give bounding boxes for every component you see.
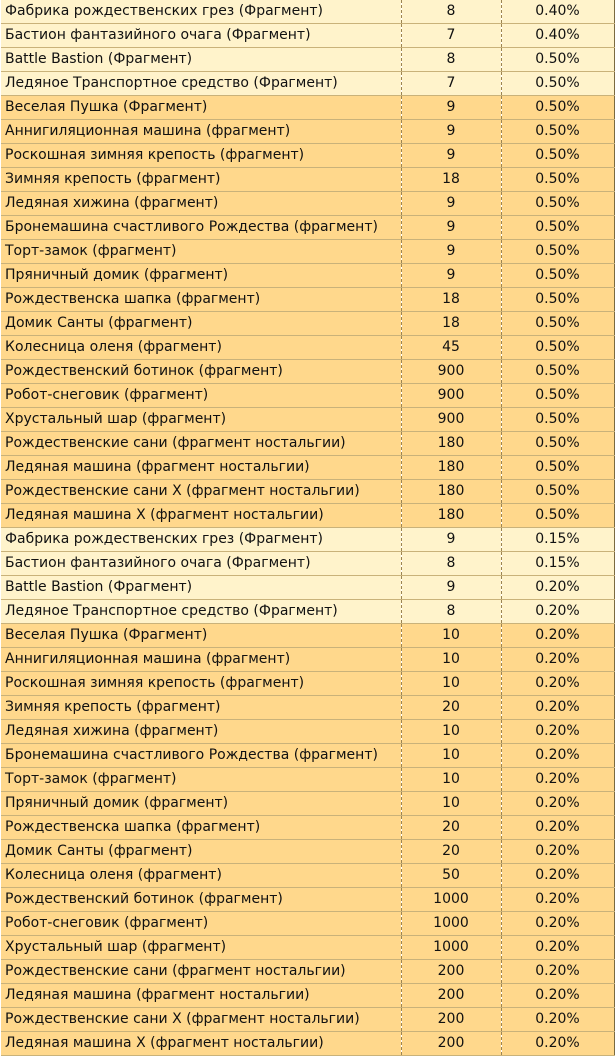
probability-cell: 0.15% [501, 528, 614, 552]
item-name-cell: Battle Bastion (Фрагмент) [1, 48, 401, 72]
probability-cell: 0.50% [501, 72, 614, 96]
item-name-cell: Аннигиляционная машина (фрагмент) [1, 120, 401, 144]
probability-cell: 0.50% [501, 384, 614, 408]
table-row [1, 384, 614, 408]
table-row [1, 168, 614, 192]
probability-cell: 0.50% [501, 336, 614, 360]
table-row [1, 456, 614, 480]
quantity-cell: 20 [401, 816, 501, 840]
table-row [1, 48, 614, 72]
item-name-cell: Ледяная хижина (фрагмент) [1, 192, 401, 216]
quantity-cell: 18 [401, 168, 501, 192]
drop-rate-table [1, 0, 615, 1056]
table-row [1, 336, 614, 360]
item-name-cell: Роскошная зимняя крепость (фрагмент) [1, 672, 401, 696]
table-row [1, 672, 614, 696]
table-row [1, 648, 614, 672]
probability-cell: 0.50% [501, 408, 614, 432]
quantity-cell: 200 [401, 984, 501, 1008]
item-name-cell: Рождественска шапка (фрагмент) [1, 288, 401, 312]
quantity-cell: 9 [401, 576, 501, 600]
table-row [1, 576, 614, 600]
quantity-cell: 18 [401, 288, 501, 312]
quantity-cell: 10 [401, 624, 501, 648]
item-name-cell: Ледяная машина (фрагмент ностальгии) [1, 456, 401, 480]
probability-cell: 0.20% [501, 672, 614, 696]
item-name-cell: Ледяное Транспортное средство (Фрагмент) [1, 72, 401, 96]
table-row [1, 816, 614, 840]
item-name-cell: Робот-снеговик (фрагмент) [1, 912, 401, 936]
item-name-cell: Пряничный домик (фрагмент) [1, 264, 401, 288]
table-row [1, 984, 614, 1008]
item-name-cell: Веселая Пушка (Фрагмент) [1, 624, 401, 648]
probability-cell: 0.50% [501, 360, 614, 384]
probability-cell: 0.50% [501, 120, 614, 144]
quantity-cell: 1000 [401, 888, 501, 912]
quantity-cell: 900 [401, 384, 501, 408]
item-name-cell: Ледяная машина X (фрагмент ностальгии) [1, 1032, 401, 1056]
quantity-cell: 50 [401, 864, 501, 888]
probability-cell: 0.40% [501, 24, 614, 48]
item-name-cell: Бронемашина счастливого Рождества (фрагмент) [1, 216, 401, 240]
table-row [1, 600, 614, 624]
probability-cell: 0.20% [501, 936, 614, 960]
table-row [1, 0, 614, 24]
quantity-cell: 180 [401, 504, 501, 528]
probability-cell: 0.20% [501, 648, 614, 672]
probability-cell: 0.50% [501, 96, 614, 120]
quantity-cell: 9 [401, 144, 501, 168]
probability-cell: 0.20% [501, 792, 614, 816]
quantity-cell: 200 [401, 960, 501, 984]
item-name-cell: Хрустальный шар (фрагмент) [1, 936, 401, 960]
probability-cell: 0.50% [501, 312, 614, 336]
quantity-cell: 9 [401, 192, 501, 216]
item-name-cell: Фабрика рождественских грез (Фрагмент) [1, 528, 401, 552]
table-row [1, 24, 614, 48]
quantity-cell: 9 [401, 528, 501, 552]
item-name-cell: Торт-замок (фрагмент) [1, 768, 401, 792]
table-body [1, 0, 614, 1056]
item-name-cell: Рождественские сани X (фрагмент ностальгии) [1, 1008, 401, 1032]
probability-cell: 0.15% [501, 552, 614, 576]
probability-cell: 0.50% [501, 216, 614, 240]
probability-cell: 0.50% [501, 144, 614, 168]
probability-cell: 0.20% [501, 720, 614, 744]
item-name-cell: Колесница оленя (фрагмент) [1, 864, 401, 888]
table-row [1, 1008, 614, 1032]
item-name-cell: Зимняя крепость (фрагмент) [1, 696, 401, 720]
quantity-cell: 180 [401, 480, 501, 504]
probability-cell: 0.50% [501, 288, 614, 312]
item-name-cell: Battle Bastion (Фрагмент) [1, 576, 401, 600]
quantity-cell: 10 [401, 720, 501, 744]
probability-cell: 0.50% [501, 48, 614, 72]
probability-cell: 0.20% [501, 840, 614, 864]
probability-cell: 0.20% [501, 600, 614, 624]
table-row [1, 888, 614, 912]
table-row [1, 480, 614, 504]
table-row [1, 768, 614, 792]
probability-cell: 0.50% [501, 168, 614, 192]
table-row [1, 936, 614, 960]
probability-cell: 0.50% [501, 240, 614, 264]
quantity-cell: 20 [401, 840, 501, 864]
table-row [1, 312, 614, 336]
probability-cell: 0.50% [501, 504, 614, 528]
table-row [1, 744, 614, 768]
table-row [1, 864, 614, 888]
item-name-cell: Домик Санты (фрагмент) [1, 840, 401, 864]
item-name-cell: Рождественские сани (фрагмент ностальгии) [1, 960, 401, 984]
quantity-cell: 1000 [401, 936, 501, 960]
item-name-cell: Ледяная машина X (фрагмент ностальгии) [1, 504, 401, 528]
table-row [1, 720, 614, 744]
quantity-cell: 9 [401, 240, 501, 264]
quantity-cell: 10 [401, 792, 501, 816]
table-row [1, 360, 614, 384]
quantity-cell: 900 [401, 360, 501, 384]
item-name-cell: Домик Санты (фрагмент) [1, 312, 401, 336]
table-row [1, 912, 614, 936]
quantity-cell: 200 [401, 1008, 501, 1032]
probability-cell: 0.20% [501, 960, 614, 984]
probability-cell: 0.20% [501, 576, 614, 600]
item-name-cell: Колесница оленя (фрагмент) [1, 336, 401, 360]
probability-cell: 0.20% [501, 744, 614, 768]
item-name-cell: Рождественский ботинок (фрагмент) [1, 888, 401, 912]
item-name-cell: Фабрика рождественских грез (Фрагмент) [1, 0, 401, 24]
probability-cell: 0.20% [501, 984, 614, 1008]
item-name-cell: Робот-снеговик (фрагмент) [1, 384, 401, 408]
table-row [1, 624, 614, 648]
table-row [1, 1032, 614, 1056]
quantity-cell: 180 [401, 432, 501, 456]
item-name-cell: Рождественска шапка (фрагмент) [1, 816, 401, 840]
item-name-cell: Бастион фантазийного очага (Фрагмент) [1, 552, 401, 576]
quantity-cell: 180 [401, 456, 501, 480]
item-name-cell: Бастион фантазийного очага (Фрагмент) [1, 24, 401, 48]
probability-cell: 0.50% [501, 480, 614, 504]
probability-cell: 0.50% [501, 192, 614, 216]
quantity-cell: 45 [401, 336, 501, 360]
item-name-cell: Пряничный домик (фрагмент) [1, 792, 401, 816]
item-name-cell: Аннигиляционная машина (фрагмент) [1, 648, 401, 672]
probability-cell: 0.20% [501, 1032, 614, 1056]
quantity-cell: 8 [401, 552, 501, 576]
item-name-cell: Рождественский ботинок (фрагмент) [1, 360, 401, 384]
probability-cell: 0.20% [501, 864, 614, 888]
probability-cell: 0.50% [501, 264, 614, 288]
table-row [1, 216, 614, 240]
table-row [1, 792, 614, 816]
item-name-cell: Ледяная машина (фрагмент ностальгии) [1, 984, 401, 1008]
item-name-cell: Рождественские сани (фрагмент ностальгии) [1, 432, 401, 456]
probability-cell: 0.20% [501, 1008, 614, 1032]
probability-cell: 0.20% [501, 912, 614, 936]
table-row [1, 240, 614, 264]
item-name-cell: Бронемашина счастливого Рождества (фрагмент) [1, 744, 401, 768]
table-row [1, 432, 614, 456]
probability-cell: 0.20% [501, 696, 614, 720]
item-name-cell: Рождественские сани X (фрагмент ностальгии) [1, 480, 401, 504]
quantity-cell: 10 [401, 648, 501, 672]
probability-cell: 0.40% [501, 0, 614, 24]
quantity-cell: 8 [401, 600, 501, 624]
probability-cell: 0.20% [501, 768, 614, 792]
probability-cell: 0.50% [501, 432, 614, 456]
table-row [1, 264, 614, 288]
quantity-cell: 8 [401, 48, 501, 72]
table-row [1, 528, 614, 552]
item-name-cell: Ледяное Транспортное средство (Фрагмент) [1, 600, 401, 624]
quantity-cell: 10 [401, 672, 501, 696]
table-row [1, 144, 614, 168]
table-row [1, 192, 614, 216]
quantity-cell: 1000 [401, 912, 501, 936]
table-row [1, 120, 614, 144]
item-name-cell: Зимняя крепость (фрагмент) [1, 168, 401, 192]
probability-cell: 0.20% [501, 816, 614, 840]
quantity-cell: 10 [401, 744, 501, 768]
item-name-cell: Веселая Пушка (Фрагмент) [1, 96, 401, 120]
probability-cell: 0.20% [501, 888, 614, 912]
item-name-cell: Торт-замок (фрагмент) [1, 240, 401, 264]
item-name-cell: Роскошная зимняя крепость (фрагмент) [1, 144, 401, 168]
quantity-cell: 900 [401, 408, 501, 432]
quantity-cell: 9 [401, 120, 501, 144]
table-row [1, 504, 614, 528]
table-row [1, 840, 614, 864]
item-name-cell: Ледяная хижина (фрагмент) [1, 720, 401, 744]
probability-cell: 0.50% [501, 456, 614, 480]
quantity-cell: 10 [401, 768, 501, 792]
quantity-cell: 200 [401, 1032, 501, 1056]
probability-cell: 0.20% [501, 624, 614, 648]
quantity-cell: 7 [401, 24, 501, 48]
item-name-cell: Хрустальный шар (фрагмент) [1, 408, 401, 432]
table-row [1, 552, 614, 576]
table-row [1, 408, 614, 432]
quantity-cell: 20 [401, 696, 501, 720]
table-row [1, 960, 614, 984]
quantity-cell: 8 [401, 0, 501, 24]
table-row [1, 696, 614, 720]
quantity-cell: 18 [401, 312, 501, 336]
quantity-cell: 9 [401, 216, 501, 240]
quantity-cell: 9 [401, 264, 501, 288]
table-row [1, 288, 614, 312]
quantity-cell: 9 [401, 96, 501, 120]
table-row [1, 96, 614, 120]
table-row [1, 72, 614, 96]
quantity-cell: 7 [401, 72, 501, 96]
